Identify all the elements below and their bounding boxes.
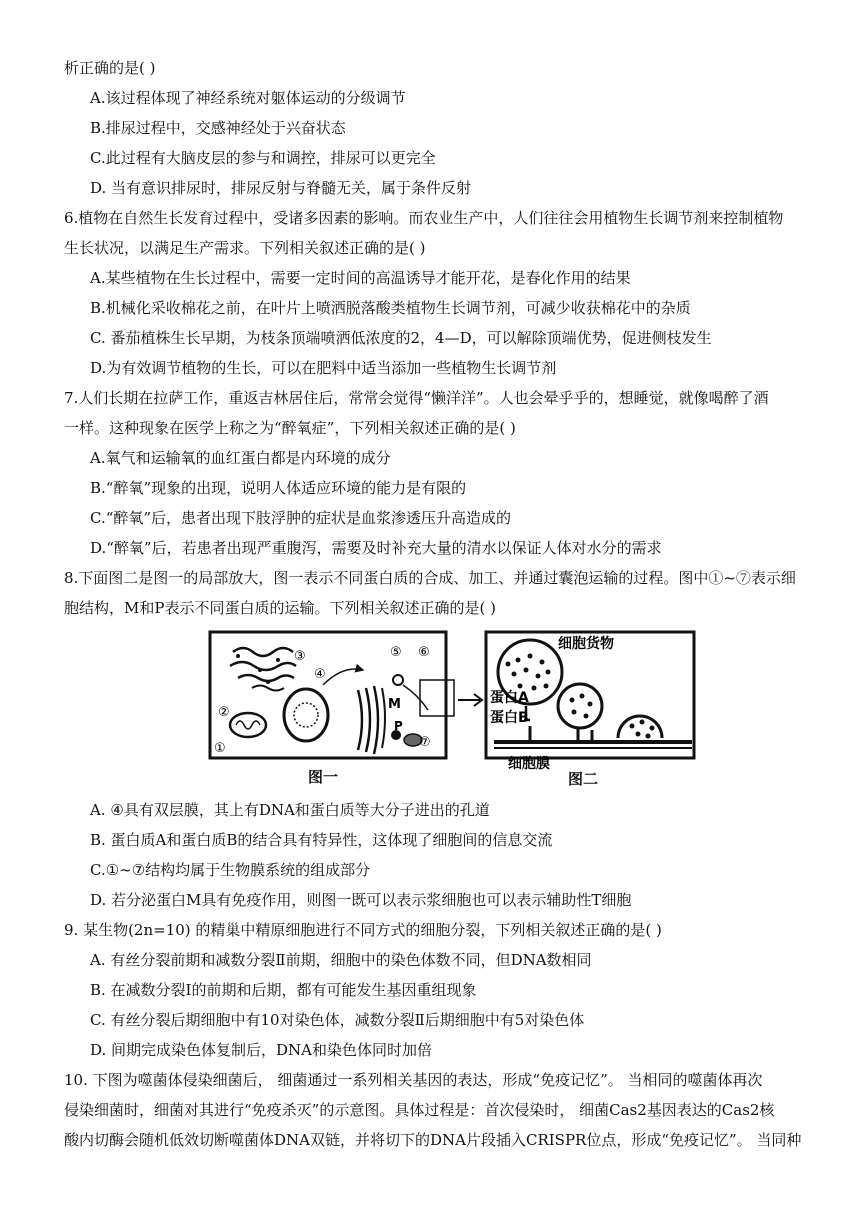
q8-option-d: D. 若分泌蛋白M具有免疫作用，则图一既可以表示浆细胞也可以表示辅助性T细胞 xyxy=(90,891,632,909)
q10-stem-line2: 侵染细菌时，细菌对其进行“免疫杀灭”的示意图。具体过程是：首次侵染时， 细菌Cas2基因表达的Cas2核 xyxy=(64,1101,775,1119)
label-membrane: 细胞膜 xyxy=(508,756,550,772)
q8-stem-line2: 胞结构，M和P表示不同蛋白质的运输。下列相关叙述正确的是( ) xyxy=(64,599,496,617)
q7-option-b: B.“醉氧”现象的出现，说明人体适应环境的能力是有限的 xyxy=(90,479,467,497)
q8-option-b: B. 蛋白质A和蛋白质B的结合具有特异性，这体现了细胞间的信息交流 xyxy=(90,831,553,849)
q6-option-c: C. 番茄植株生长早期，为枝条顶端喷洒低浓度的2，4—D，可以解除顶端优势，促进侧枝发生 xyxy=(90,329,712,347)
q5-stem: 析正确的是( ) xyxy=(64,59,156,77)
nucleus xyxy=(284,689,328,741)
label-4: ④ xyxy=(314,667,326,682)
q6-option-a: A.某些植物在生长过程中，需要一定时间的高温诱导才能开花，是春化作用的结果 xyxy=(90,269,631,287)
q6-stem-line1: 6.植物在自然生长发育过程中，受诸多因素的影响。而农业生产中，人们往往会用植物生长调节剂来控制植物 xyxy=(64,209,784,227)
label-protein-a: 蛋白A xyxy=(490,690,529,706)
q8-option-a: A. ④具有双层膜，其上有DNA和蛋白质等大分子进出的孔道 xyxy=(90,801,490,819)
label-6: ⑥ xyxy=(418,645,430,660)
q9-option-a: A. 有丝分裂前期和减数分裂Ⅱ前期，细胞中的染色体数不同，但DNA数相同 xyxy=(90,951,592,969)
er-membrane xyxy=(233,648,293,656)
label-2: ② xyxy=(218,705,230,720)
q8-option-c: C.①~⑦结构均属于生物膜系统的组成部分 xyxy=(90,861,371,879)
q9-stem: 9. 某生物(2n=10) 的精巢中精原细胞进行不同方式的细胞分裂，下列相关叙述正确的是( ) xyxy=(64,921,662,939)
q6-option-d: D.为有效调节植物的生长，可以在肥料中适当添加一些植物生长调节剂 xyxy=(90,359,557,377)
q7-stem-line1: 7.人们长期在拉萨工作，重返吉林居住后，常常会觉得“懒洋洋”。人也会晕乎乎的，想睡觉，就像喝醉了酒 xyxy=(64,389,769,407)
label-3: ③ xyxy=(294,649,306,664)
q10-stem-line3: 酸内切酶会随机低效切断噬菌体DNA双链，并将切下的DNA片段插入CRISPR位点，形成“免疫记忆”。 当同种 xyxy=(64,1131,802,1149)
label-protein-b: 蛋白B xyxy=(490,710,529,726)
q7-option-c: C.“醉氧”后，患者出现下肢浮肿的症状是血浆渗透压升高造成的 xyxy=(90,509,512,527)
q7-option-d: D.“醉氧”后，若患者出现严重腹泻，需要及时补充大量的清水以保证人体对水分的需求 xyxy=(90,539,662,557)
q6-stem-line2: 生长状况，以满足生产需求。下列相关叙述正确的是( ) xyxy=(64,239,426,257)
q8-stem-line1: 8.下面图二是图一的局部放大，图一表示不同蛋白质的合成、加工、并通过囊泡运输的过程。图中①~⑦表示细 xyxy=(64,569,796,587)
fig1-caption: 图一 xyxy=(308,768,339,786)
q7-option-a: A.氧气和运输氧的血红蛋白都是内环境的成分 xyxy=(90,449,391,467)
fig2-caption: 图二 xyxy=(568,770,599,788)
q9-option-c: C. 有丝分裂后期细胞中有10对染色体，减数分裂Ⅱ后期细胞中有5对染色体 xyxy=(90,1011,585,1029)
q9-option-b: B. 在减数分裂Ⅰ的前期和后期，都有可能发生基因重组现象 xyxy=(90,981,477,999)
q9-option-d: D. 间期完成染色体复制后，DNA和染色体同时加倍 xyxy=(90,1041,433,1059)
q10-stem-line1: 10. 下图为噬菌体侵染细菌后， 细菌通过一系列相关基因的表达，形成“免疫记忆”。 当相同的噬菌体再次 xyxy=(64,1071,763,1089)
q5-option-b: B.排尿过程中，交感神经处于兴奋状态 xyxy=(90,119,346,137)
label-cargo: 细胞货物 xyxy=(558,636,614,652)
q5-option-d: D. 当有意识排尿时，排尿反射与脊髓无关，属于条件反射 xyxy=(90,179,472,197)
zoom-box xyxy=(420,680,454,716)
label-m: M xyxy=(388,697,401,712)
cargo-dots xyxy=(506,654,551,691)
golgi xyxy=(358,690,362,750)
label-7: ⑦ xyxy=(419,735,431,750)
mitochondrion xyxy=(230,713,266,737)
q5-option-a: A.该过程体现了神经系统对躯体运动的分级调节 xyxy=(90,89,406,107)
label-p: P xyxy=(394,719,403,733)
q8-figure xyxy=(208,630,698,790)
q7-stem-line2: 一样。这种现象在医学上称之为“醉氧症”，下列相关叙述正确的是( ) xyxy=(64,419,516,437)
label-5: ⑤ xyxy=(390,645,402,660)
q6-option-b: B.机械化采收棉花之前，在叶片上喷洒脱落酸类植物生长调节剂，可减少收获棉花中的杂质 xyxy=(90,299,691,317)
q5-option-c: C.此过程有大脑皮层的参与和调控，排尿可以更完全 xyxy=(90,149,436,167)
label-1: ① xyxy=(214,741,226,756)
cell-diagram xyxy=(208,630,698,790)
